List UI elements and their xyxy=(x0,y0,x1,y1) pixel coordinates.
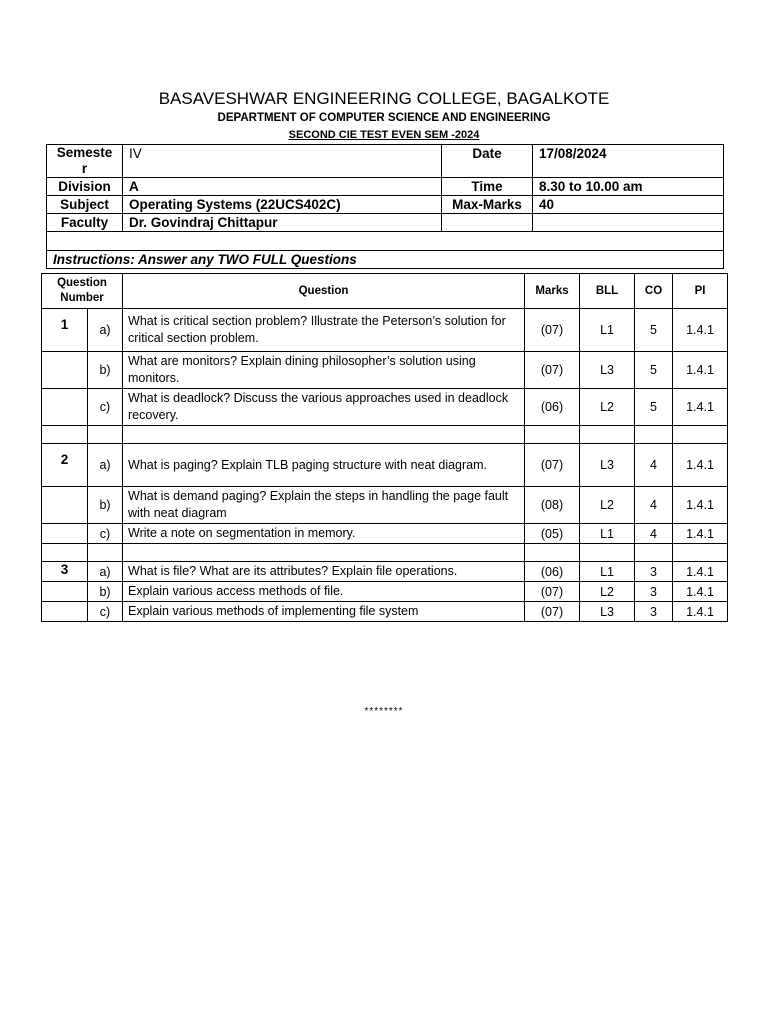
sub-question-label: a) xyxy=(88,562,123,582)
question-row xyxy=(42,389,728,426)
info-row-semester xyxy=(47,145,724,178)
instructions-text: Instructions: Answer any TWO FULL Questions xyxy=(47,251,724,269)
column-bll: BLL xyxy=(580,274,635,309)
faculty-label: Faculty xyxy=(47,214,123,232)
empty-cell xyxy=(42,602,88,622)
sub-question-label: a) xyxy=(88,444,123,487)
co-value: 5 xyxy=(635,389,673,426)
question-row xyxy=(42,352,728,389)
question-row xyxy=(42,444,728,487)
bll-value: L3 xyxy=(580,444,635,487)
instructions-row xyxy=(47,251,724,269)
co-value: 4 xyxy=(635,444,673,487)
marks-value: (07) xyxy=(525,444,580,487)
column-question-number: Question Number xyxy=(42,274,123,309)
department-name: DEPARTMENT OF COMPUTER SCIENCE AND ENGINEERING xyxy=(217,112,551,124)
column-pi: PI xyxy=(673,274,728,309)
maxmarks-label: Max-Marks xyxy=(442,196,533,214)
pi-value: 1.4.1 xyxy=(673,352,728,389)
marks-value: (07) xyxy=(525,602,580,622)
question-text: What is critical section problem? Illustrate the Peterson’s solution for critical section problem. xyxy=(123,309,525,352)
questions-header-row xyxy=(42,274,728,309)
empty-cell xyxy=(42,426,88,444)
empty-cell xyxy=(42,582,88,602)
question-row xyxy=(42,309,728,352)
info-row-subject xyxy=(47,196,724,214)
co-value: 5 xyxy=(635,309,673,352)
empty-cell xyxy=(123,544,525,562)
sub-question-label: c) xyxy=(88,602,123,622)
empty-cell xyxy=(88,426,123,444)
maxmarks-value: 40 xyxy=(533,196,724,214)
time-label: Time xyxy=(442,178,533,196)
question-text: Write a note on segmentation in memory. xyxy=(123,524,525,544)
empty-cell xyxy=(635,426,673,444)
co-value: 4 xyxy=(635,487,673,524)
marks-value: (07) xyxy=(525,352,580,389)
sub-question-label: b) xyxy=(88,582,123,602)
exam-info-table xyxy=(46,144,724,269)
question-text: What is demand paging? Explain the steps in handling the page fault with neat diagram xyxy=(123,487,525,524)
info-row-faculty xyxy=(47,214,724,232)
question-text: What are monitors? Explain dining philosopher’s solution using monitors. xyxy=(123,352,525,389)
college-name: BASAVESHWAR ENGINEERING COLLEGE, BAGALKOTE xyxy=(158,89,610,108)
bll-value: L3 xyxy=(580,352,635,389)
semester-value: IV xyxy=(123,145,442,178)
info-blank-row xyxy=(47,232,724,251)
empty-cell xyxy=(525,426,580,444)
question-number: 3 xyxy=(42,562,88,582)
bll-value: L2 xyxy=(580,582,635,602)
bll-value: L1 xyxy=(580,309,635,352)
subject-label: Subject xyxy=(47,196,123,214)
co-value: 3 xyxy=(635,562,673,582)
empty-cell xyxy=(673,544,728,562)
empty-cell xyxy=(42,524,88,544)
empty-cell xyxy=(635,544,673,562)
pi-value: 1.4.1 xyxy=(673,524,728,544)
info-row-division xyxy=(47,178,724,196)
co-value: 3 xyxy=(635,582,673,602)
question-row xyxy=(42,602,728,622)
marks-value: (07) xyxy=(525,582,580,602)
division-label: Division xyxy=(47,178,123,196)
time-value: 8.30 to 10.00 am xyxy=(533,178,724,196)
empty-cell xyxy=(533,214,724,232)
question-text: Explain various methods of implementing file system xyxy=(123,602,525,622)
question-text: Explain various access methods of file. xyxy=(123,582,525,602)
sub-question-label: b) xyxy=(88,487,123,524)
column-question: Question xyxy=(123,274,525,309)
empty-cell xyxy=(580,426,635,444)
bll-value: L1 xyxy=(580,562,635,582)
empty-cell xyxy=(88,544,123,562)
column-marks: Marks xyxy=(525,274,580,309)
bll-value: L1 xyxy=(580,524,635,544)
spacer-row xyxy=(42,544,728,562)
question-row xyxy=(42,562,728,582)
question-number: 1 xyxy=(42,309,88,352)
pi-value: 1.4.1 xyxy=(673,562,728,582)
marks-value: (08) xyxy=(525,487,580,524)
test-title: SECOND CIE TEST EVEN SEM -2024 xyxy=(288,129,480,141)
empty-cell xyxy=(42,352,88,389)
faculty-value: Dr. Govindraj Chittapur xyxy=(123,214,442,232)
subject-value: Operating Systems (22UCS402C) xyxy=(123,196,442,214)
empty-cell xyxy=(42,389,88,426)
empty-cell xyxy=(47,232,724,251)
empty-cell xyxy=(442,214,533,232)
questions-table xyxy=(41,273,728,622)
pi-value: 1.4.1 xyxy=(673,389,728,426)
question-row xyxy=(42,524,728,544)
date-label: Date xyxy=(442,145,533,178)
empty-cell xyxy=(42,487,88,524)
division-value: A xyxy=(123,178,442,196)
empty-cell xyxy=(123,426,525,444)
marks-value: (06) xyxy=(525,389,580,426)
pi-value: 1.4.1 xyxy=(673,582,728,602)
pi-value: 1.4.1 xyxy=(673,309,728,352)
empty-cell xyxy=(580,544,635,562)
spacer-row xyxy=(42,426,728,444)
co-value: 5 xyxy=(635,352,673,389)
empty-cell xyxy=(673,426,728,444)
bll-value: L2 xyxy=(580,487,635,524)
question-text: What is deadlock? Discuss the various approaches used in deadlock recovery. xyxy=(123,389,525,426)
marks-value: (07) xyxy=(525,309,580,352)
pi-value: 1.4.1 xyxy=(673,444,728,487)
semester-label: Semeste r xyxy=(47,145,123,178)
sub-question-label: c) xyxy=(88,389,123,426)
bll-value: L2 xyxy=(580,389,635,426)
co-value: 3 xyxy=(635,602,673,622)
sub-question-label: b) xyxy=(88,352,123,389)
co-value: 4 xyxy=(635,524,673,544)
pi-value: 1.4.1 xyxy=(673,487,728,524)
question-row xyxy=(42,582,728,602)
marks-value: (06) xyxy=(525,562,580,582)
date-value: 17/08/2024 xyxy=(533,145,724,178)
question-text: What is paging? Explain TLB paging structure with neat diagram. xyxy=(123,444,525,487)
bll-value: L3 xyxy=(580,602,635,622)
column-co: CO xyxy=(635,274,673,309)
sub-question-label: c) xyxy=(88,524,123,544)
question-row xyxy=(42,487,728,524)
sub-question-label: a) xyxy=(88,309,123,352)
marks-value: (05) xyxy=(525,524,580,544)
question-text: What is file? What are its attributes? Explain file operations. xyxy=(123,562,525,582)
pi-value: 1.4.1 xyxy=(673,602,728,622)
empty-cell xyxy=(525,544,580,562)
end-of-paper-stars: ******** xyxy=(364,706,404,717)
question-number: 2 xyxy=(42,444,88,487)
empty-cell xyxy=(42,544,88,562)
